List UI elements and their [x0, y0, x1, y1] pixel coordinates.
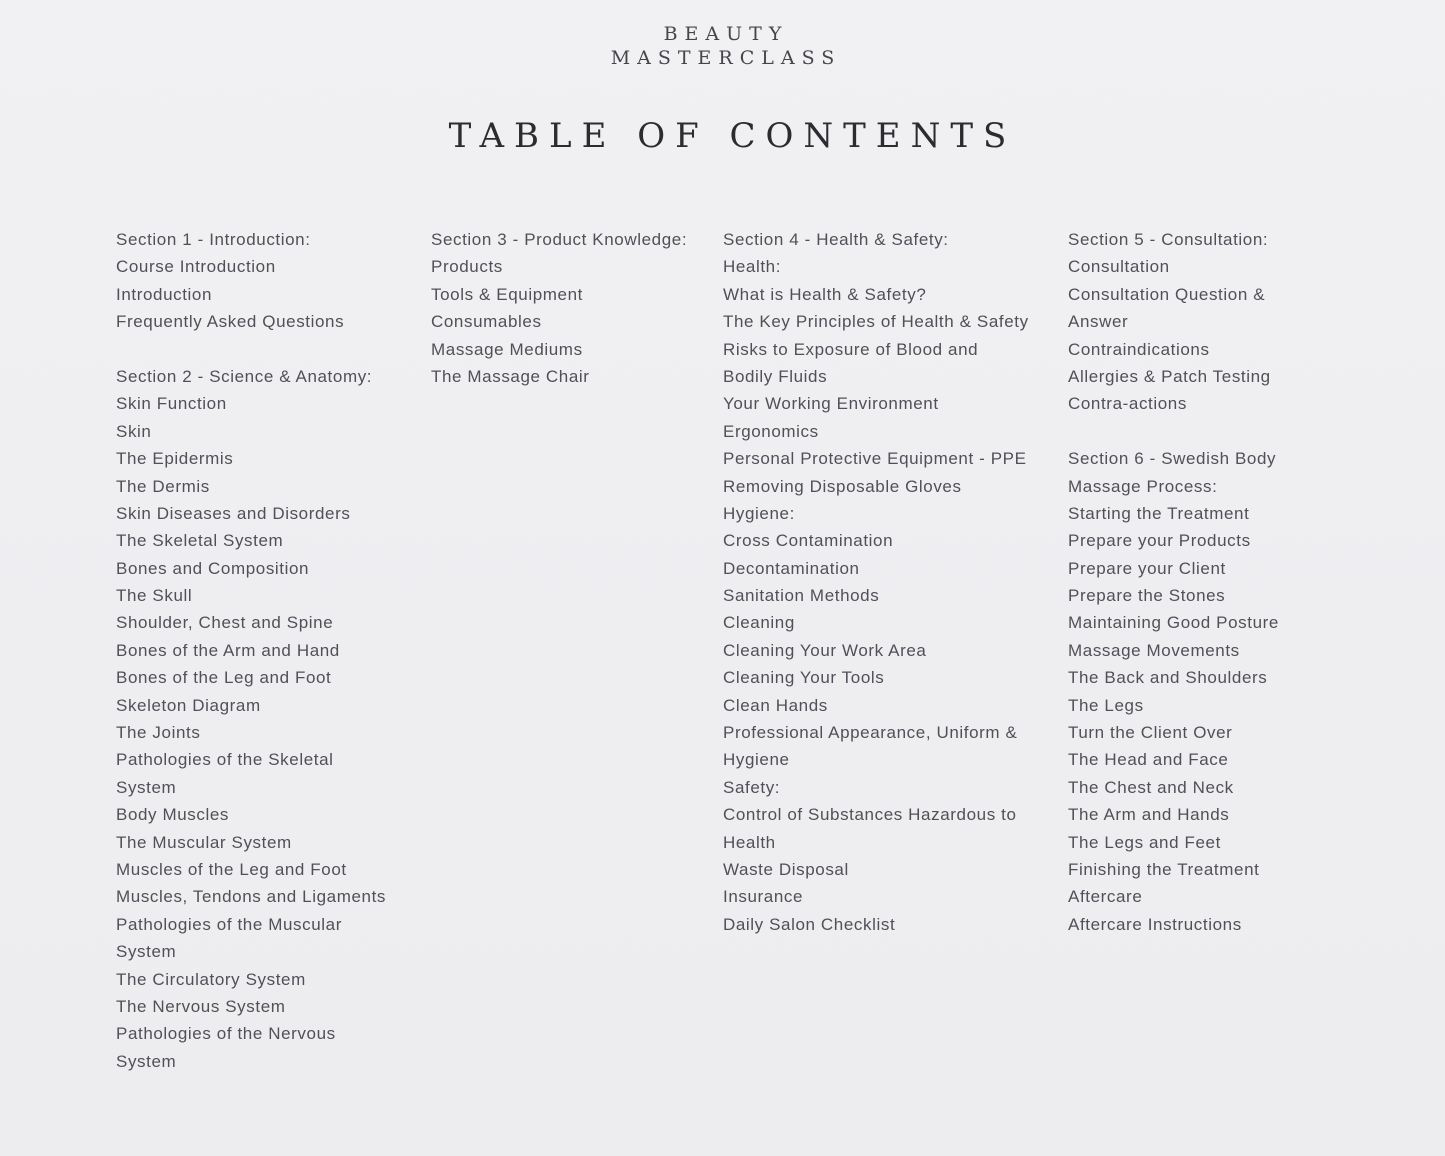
toc-entry: The Muscular System	[116, 832, 292, 852]
toc-entry: Sanitation Methods	[723, 586, 880, 606]
toc-entry: Aftercare Instructions	[1068, 914, 1242, 934]
toc-entry: Skin	[116, 421, 152, 441]
toc-entry: The Chest and Neck	[1068, 777, 1234, 797]
toc-entry: Allergies & Patch Testing	[1068, 366, 1271, 386]
toc-entry: Bones of the Arm and Hand	[116, 640, 340, 660]
toc-entry: Ergonomics	[723, 421, 819, 441]
brand-logo	[0, 22, 1445, 70]
toc-entry: Cross Contamination	[723, 531, 894, 551]
brand-line-1: BEAUTY	[663, 23, 789, 45]
toc-entry: Skeleton Diagram	[116, 695, 261, 715]
toc-entry: Cleaning	[723, 613, 795, 633]
toc-entry: Hygiene:	[723, 503, 795, 523]
toc-column-4	[1068, 226, 1308, 938]
toc-entry: Hygiene	[723, 750, 790, 770]
page-title: TABLE OF CONTENTS	[448, 116, 1017, 156]
toc-entry: Pathologies of the Nervous	[116, 1024, 336, 1044]
toc-entry: The Head and Face	[1068, 750, 1229, 770]
toc-entry: Starting the Treatment	[1068, 503, 1250, 523]
toc-entry: Aftercare	[1068, 887, 1143, 907]
toc-entry: Bones and Composition	[116, 558, 310, 578]
toc-entry: Contra-actions	[1068, 394, 1187, 414]
toc-entry: Massage Mediums	[431, 339, 583, 359]
toc-entry: Muscles, Tendons and Ligaments	[116, 887, 387, 907]
toc-entry: Personal Protective Equipment - PPE	[723, 449, 1027, 469]
toc-column-2	[431, 226, 716, 390]
toc-entry: Prepare the Stones	[1068, 586, 1226, 606]
toc-entry: Pathologies of the Skeletal	[116, 750, 334, 770]
toc-entry: Skin Diseases and Disorders	[116, 503, 351, 523]
brand-line-2: MASTERCLASS	[610, 47, 842, 69]
toc-entry: Body Muscles	[116, 805, 230, 825]
toc-entry: Waste Disposal	[723, 859, 849, 879]
toc-entry: The Legs	[1068, 695, 1144, 715]
toc-section-heading: Section 6 - Swedish Body	[1068, 449, 1277, 469]
toc-entry: The Skeletal System	[116, 531, 284, 551]
toc-entry: Shoulder, Chest and Spine	[116, 613, 334, 633]
toc-column-1	[116, 226, 416, 1075]
toc-entry: System	[116, 942, 177, 962]
toc-column-3	[723, 226, 1053, 938]
toc-entry: Safety:	[723, 777, 781, 797]
toc-entry: The Skull	[116, 586, 193, 606]
toc-entry: The Key Principles of Health & Safety	[723, 312, 1029, 332]
toc-entry: Massage Movements	[1068, 640, 1240, 660]
toc-entry: The Epidermis	[116, 449, 234, 469]
toc-entry: System	[116, 777, 177, 797]
toc-entry: Health:	[723, 257, 782, 277]
toc-entry: Insurance	[723, 887, 804, 907]
toc-entry: Cleaning Your Work Area	[723, 640, 927, 660]
toc-entry: Consultation Question &	[1068, 284, 1266, 304]
toc-entry: Massage Process:	[1068, 476, 1218, 496]
toc-entry: Professional Appearance, Uniform &	[723, 723, 1018, 743]
toc-entry: The Dermis	[116, 476, 210, 496]
toc-entry: Course Introduction	[116, 257, 276, 277]
toc-entry: Introduction	[116, 284, 213, 304]
toc-section-heading: Section 4 - Health & Safety:	[723, 230, 949, 249]
toc-entry: Decontamination	[723, 558, 860, 578]
toc-entry: The Circulatory System	[116, 969, 306, 989]
toc-entry: Daily Salon Checklist	[723, 914, 896, 934]
toc-entry: Products	[431, 257, 503, 277]
toc-entry: Finishing the Treatment	[1068, 859, 1260, 879]
toc-entry: Cleaning Your Tools	[723, 668, 885, 688]
section-spacer	[116, 336, 416, 363]
toc-entry: Skin Function	[116, 394, 227, 414]
toc-entry: Bones of the Leg and Foot	[116, 668, 332, 688]
toc-entry: Prepare your Client	[1068, 558, 1226, 578]
toc-entry: Risks to Exposure of Blood and	[723, 339, 979, 359]
toc-entry: The Arm and Hands	[1068, 805, 1230, 825]
toc-entry: Turn the Client Over	[1068, 723, 1233, 743]
toc-entry: Pathologies of the Muscular	[116, 914, 342, 934]
toc-entry: What is Health & Safety?	[723, 284, 927, 304]
toc-section-heading: Section 5 - Consultation:	[1068, 230, 1269, 249]
toc-entry: Contraindications	[1068, 339, 1210, 359]
toc-entry: The Nervous System	[116, 996, 286, 1016]
toc-entry: Bodily Fluids	[723, 366, 828, 386]
toc-entry: The Legs and Feet	[1068, 832, 1221, 852]
toc-entry: Consultation	[1068, 257, 1170, 277]
toc-section-heading: Section 3 - Product Knowledge:	[431, 230, 688, 249]
toc-entry: Control of Substances Hazardous to	[723, 805, 1017, 825]
toc-entry: Tools & Equipment	[431, 284, 583, 304]
toc-entry: Muscles of the Leg and Foot	[116, 859, 347, 879]
toc-entry: The Back and Shoulders	[1068, 668, 1268, 688]
toc-entry: The Massage Chair	[431, 366, 590, 386]
toc-entry: Removing Disposable Gloves	[723, 476, 962, 496]
toc-entry: Prepare your Products	[1068, 531, 1251, 551]
toc-entry: System	[116, 1051, 177, 1071]
toc-entry: Frequently Asked Questions	[116, 312, 345, 332]
toc-entry: Health	[723, 832, 776, 852]
section-spacer	[1068, 418, 1308, 445]
toc-entry: Clean Hands	[723, 695, 828, 715]
toc-section-heading: Section 1 - Introduction:	[116, 230, 311, 249]
toc-entry: Maintaining Good Posture	[1068, 613, 1279, 633]
toc-entry: Your Working Environment	[723, 394, 939, 414]
toc-section-heading: Section 2 - Science & Anatomy:	[116, 366, 373, 386]
toc-entry: Answer	[1068, 312, 1129, 332]
toc-entry: The Joints	[116, 723, 201, 743]
toc-entry: Consumables	[431, 312, 542, 332]
